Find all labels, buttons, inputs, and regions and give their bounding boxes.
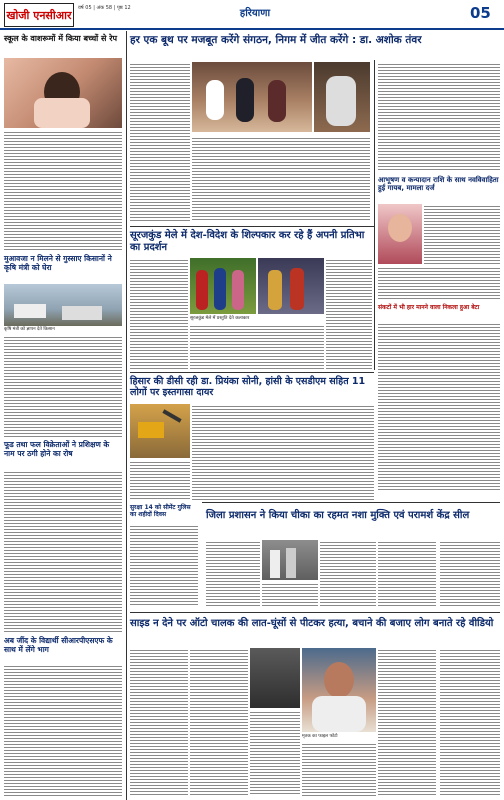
section-divider bbox=[130, 226, 374, 227]
body-text-s5a bbox=[130, 62, 190, 222]
caption-c3: मृतक का फाइल फोटो bbox=[302, 734, 338, 739]
headline-s9: हिसार की डीसी रही डा. प्रियंका सोनी, हांसी के एसडीएम सहित 11 लोगों पर इस्तगासा दायर bbox=[130, 376, 366, 399]
body-text-s12e bbox=[378, 648, 436, 796]
headline-s6: सूरजकुंड मेले में देश-विदेश के शिल्पकार कर रहे हैं अपनी प्रतिभा का प्रदर्शन bbox=[130, 230, 365, 253]
body-text-s12a bbox=[130, 648, 188, 796]
column-divider bbox=[126, 31, 127, 800]
photo-officials bbox=[262, 540, 318, 580]
body-text-s12c bbox=[250, 710, 300, 796]
body-text-s9a bbox=[130, 460, 190, 500]
caption-c2: सूरजकुंड मेले में प्रस्तुति देते कलाकार bbox=[190, 316, 250, 321]
body-text-right-top bbox=[378, 62, 500, 172]
body-text-s12b bbox=[190, 648, 248, 796]
body-text-s11c bbox=[320, 540, 376, 608]
section-divider bbox=[130, 612, 500, 613]
headline-s5: हर एक बूथ पर मजबूत करेंगे संगठन, निगम में जीत करेंगे : डा. अशोक तंवर bbox=[130, 34, 422, 46]
body-text-s6a bbox=[130, 258, 188, 370]
headline-s10: सुरक्षा 14 को सीमेंट गुलिस का शहीदों दिवस bbox=[130, 504, 191, 519]
body-text-s7a bbox=[424, 204, 500, 264]
headline-s8: संकटों में भी हार मानने वाला निकला हुआ बेटा bbox=[378, 304, 480, 311]
newspaper-logo: खोजी एनसीआर bbox=[4, 3, 74, 27]
body-text-s8 bbox=[378, 322, 500, 492]
body-text-s2 bbox=[4, 335, 122, 437]
body-text-s3 bbox=[4, 470, 122, 632]
headline-s12: साइड न देने पर ऑटो चालक की लात-घूंसों से पीटकर हत्या, बचाने की बजाए लोग बनाते रहे वीडियो bbox=[130, 618, 494, 629]
body-text-s11e bbox=[440, 540, 500, 608]
photo-girl-crying bbox=[4, 58, 122, 128]
photo-dancers-2 bbox=[258, 258, 324, 314]
page-number: 05 bbox=[470, 4, 491, 22]
caption-c1: कृषि मंत्री को ज्ञापन देते किसान bbox=[4, 327, 55, 332]
photo-folk-dancers bbox=[190, 258, 256, 314]
body-text-s6b bbox=[326, 258, 372, 370]
headline-s1: स्कूल के वाशरूमों में किया बच्चों से रेप bbox=[4, 34, 118, 43]
body-text-s11a bbox=[206, 540, 260, 608]
body-text-s11b bbox=[262, 582, 318, 608]
headline-s11: जिला प्रशासन ने किया चीका का रहमत नशा मुक्ति एवं परामर्श केंद्र सील bbox=[206, 510, 470, 521]
body-text-s10 bbox=[130, 524, 198, 606]
body-text-s12d bbox=[302, 742, 376, 796]
headline-s3: फूड तथा फल विक्रेताओं ने प्रशिक्षण के नाम पर ठगी होने का रोष bbox=[4, 440, 110, 458]
photo-excavator bbox=[130, 404, 190, 458]
body-text-s5b bbox=[192, 136, 370, 222]
section-divider bbox=[202, 502, 500, 503]
body-text-s7b bbox=[378, 266, 500, 300]
headline-s4: अब जींद के विद्यार्थी सीआरपीएसएफ के साथ में लेंगे भाग bbox=[4, 636, 113, 654]
section-title: हरियाणा bbox=[239, 8, 271, 19]
photo-victim bbox=[302, 648, 376, 732]
body-text-s4 bbox=[4, 664, 122, 796]
headline-s7: आभूषण व कन्यादान राशि के साथ नवविवाहिता हुई गायब, मामला दर्ज bbox=[378, 176, 499, 193]
photo-party-meeting bbox=[192, 62, 312, 132]
body-text-s11d bbox=[378, 540, 436, 608]
photo-bride bbox=[378, 204, 422, 264]
photo-leaders bbox=[314, 62, 370, 132]
headline-s2: मुआवजा न मिलने से गुस्साए किसानों ने कृषि मंत्री को घेरा bbox=[4, 254, 112, 272]
body-text-s1 bbox=[4, 130, 122, 250]
photo-wounds bbox=[250, 648, 300, 708]
dateline: वर्ष 05 | अंक 58 | पृष्ठ 12 bbox=[78, 5, 131, 11]
body-text-s9b bbox=[192, 404, 374, 500]
column-divider bbox=[374, 60, 375, 370]
body-text-s6c bbox=[190, 324, 324, 370]
photo-farmers bbox=[4, 284, 122, 326]
section-divider bbox=[130, 372, 374, 373]
body-text-s12f bbox=[440, 648, 500, 796]
